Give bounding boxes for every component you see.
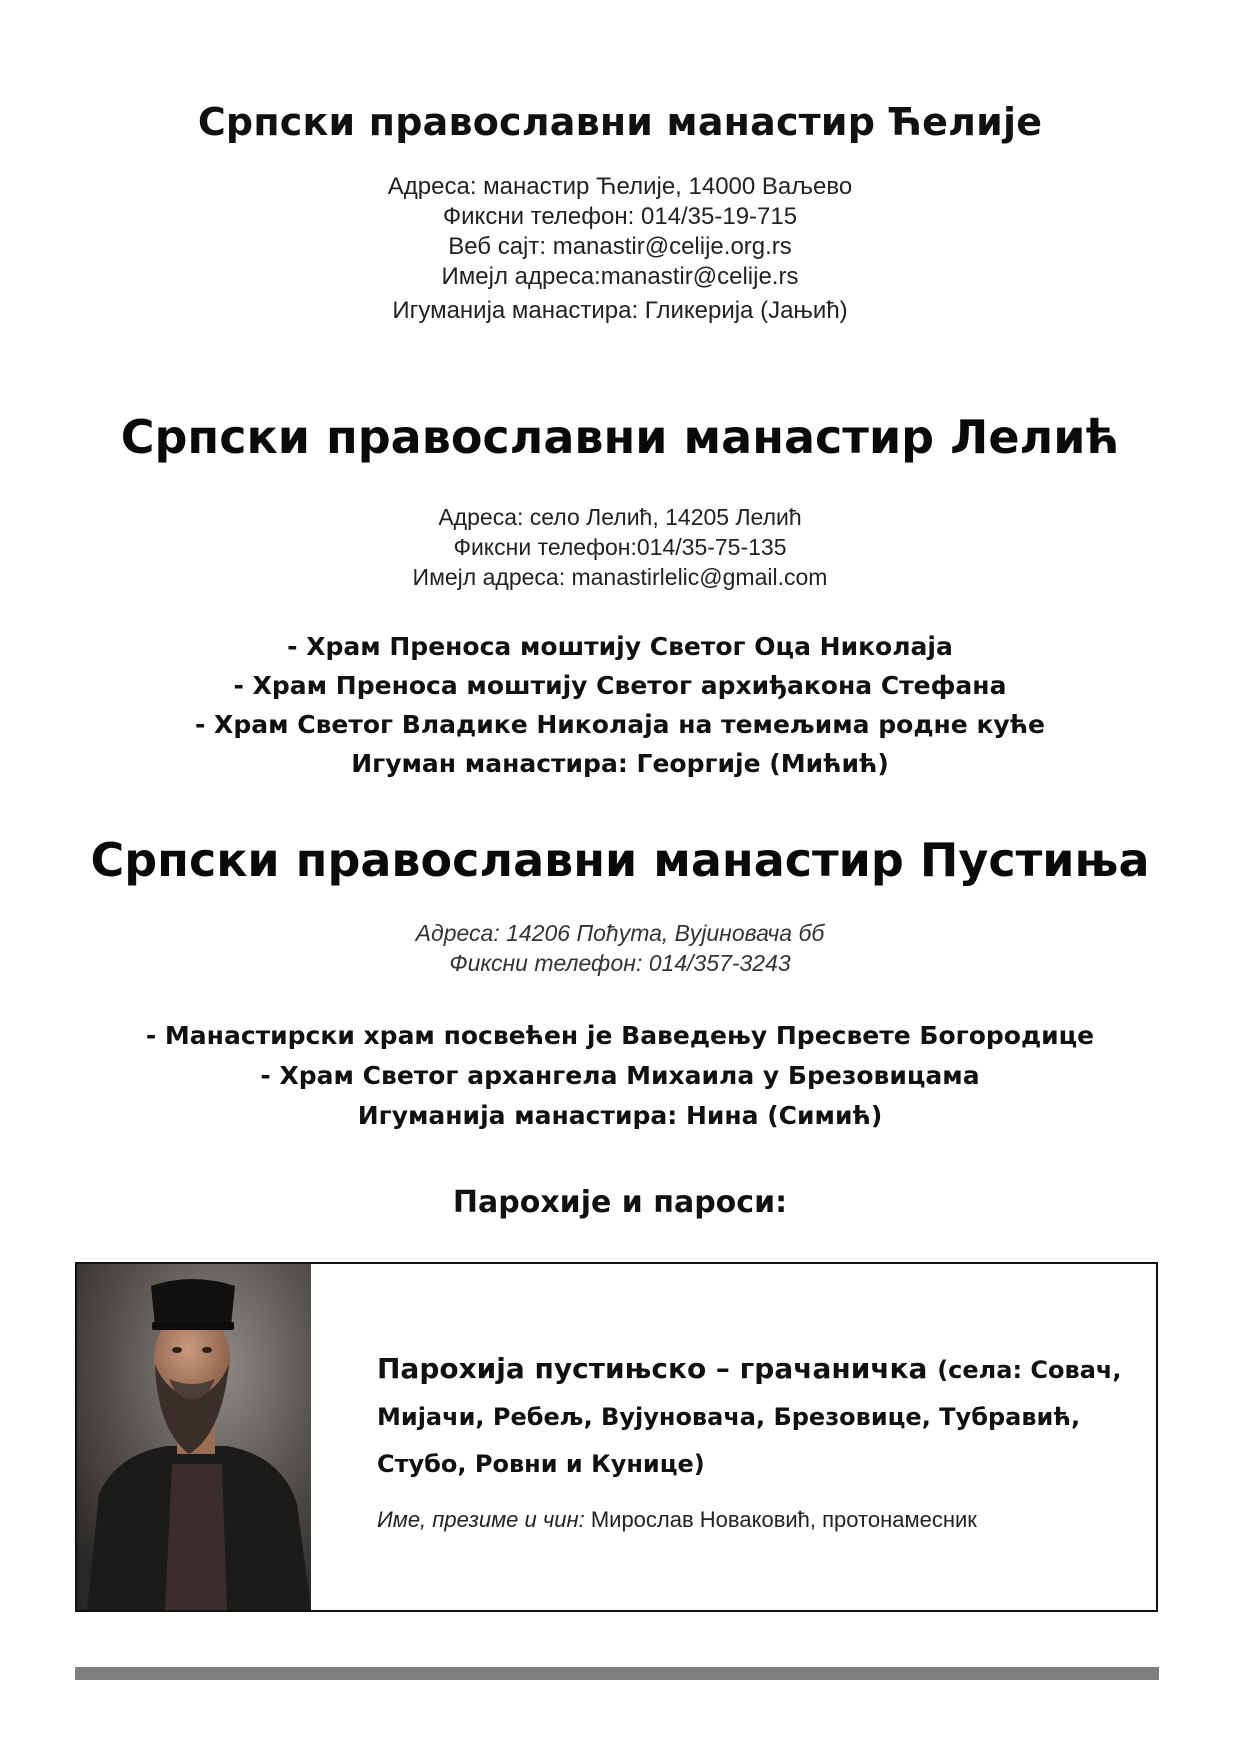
monastery-pustinja-phone: Фиксни телефон: 014/357-3243 xyxy=(449,950,791,976)
footer-divider-bar xyxy=(75,1667,1159,1680)
monastery-celije-info xyxy=(0,172,1240,326)
monastery-pustinja-address: Адреса: 14206 Поћута, Вујиновача бб xyxy=(415,920,825,946)
monastery-celije-abbess: Игуманија манастира: Гликерија (Јањић) xyxy=(392,297,848,324)
temple-item: - Храм Преноса моштију Светог Оца Николаја xyxy=(287,632,953,661)
parish-name: Парохија пустињско – грачаничка xyxy=(377,1352,928,1385)
monastery-celije-phone: Фиксни телефон: 014/35-19-715 xyxy=(442,203,798,230)
monastery-lelic-abbot: Игуман манастира: Георгије (Мићић) xyxy=(351,749,889,778)
monastery-lelic-info xyxy=(0,502,1240,592)
monastery-lelic-address: Адреса: село Лелић, 14205 Лелић xyxy=(438,504,802,530)
monastery-lelic-email: Имејл адреса: manastirlelic@gmail.com xyxy=(412,564,828,590)
priest-label: Име, презиме и чин: xyxy=(377,1507,585,1532)
parishes-heading: Парохије и пароси: xyxy=(452,1185,788,1220)
monastery-pustinja-temples xyxy=(0,1016,1240,1136)
temple-item: - Манастирски храм посвећен је Ваведењу Пресвете Богородице xyxy=(145,1021,1095,1050)
monastery-pustinja-info xyxy=(0,918,1240,978)
priest-portrait xyxy=(77,1264,311,1610)
monastery-pustinja-abbess: Игуманија манастира: Нина (Симић) xyxy=(357,1101,883,1130)
temple-item: - Храм Преноса моштију Светог архиђакона Стефана xyxy=(233,671,1007,700)
parish-villages: (села: Совач, Мијачи, Ребељ, Вујуновача, Брезовице, Тубравић, Стубо, Ровни и Кунице) xyxy=(377,1356,1122,1478)
priest-value: Мирослав Новаковић, протонамесник xyxy=(590,1507,977,1532)
monastery-celije-title: Српски православни манастир Ћелије xyxy=(197,100,1043,144)
temple-item: - Храм Светог архангела Михаила у Брезовицама xyxy=(260,1061,980,1090)
parish-details xyxy=(377,1346,1137,1533)
parish-card xyxy=(75,1262,1158,1612)
monastery-pustinja-title: Српски православни манастир Пустиња xyxy=(90,833,1150,887)
priest-line xyxy=(377,1507,1137,1533)
monastery-lelic-title: Српски православни манастир Лелић xyxy=(120,410,1120,464)
monastery-lelic-temples xyxy=(0,627,1240,783)
monastery-celije-address: Адреса: манастир Ћелије, 14000 Ваљево xyxy=(387,173,853,200)
temple-item: - Храм Светог Владике Николаја на темељима родне куће xyxy=(194,710,1046,739)
monastery-lelic-phone: Фиксни телефон:014/35-75-135 xyxy=(453,534,787,560)
monastery-celije-web: Веб сајт: manastir@celije.org.rs xyxy=(448,233,792,260)
parish-name-block xyxy=(377,1346,1137,1487)
monastery-celije-email: Имејл адреса:manastir@celije.rs xyxy=(441,263,799,290)
